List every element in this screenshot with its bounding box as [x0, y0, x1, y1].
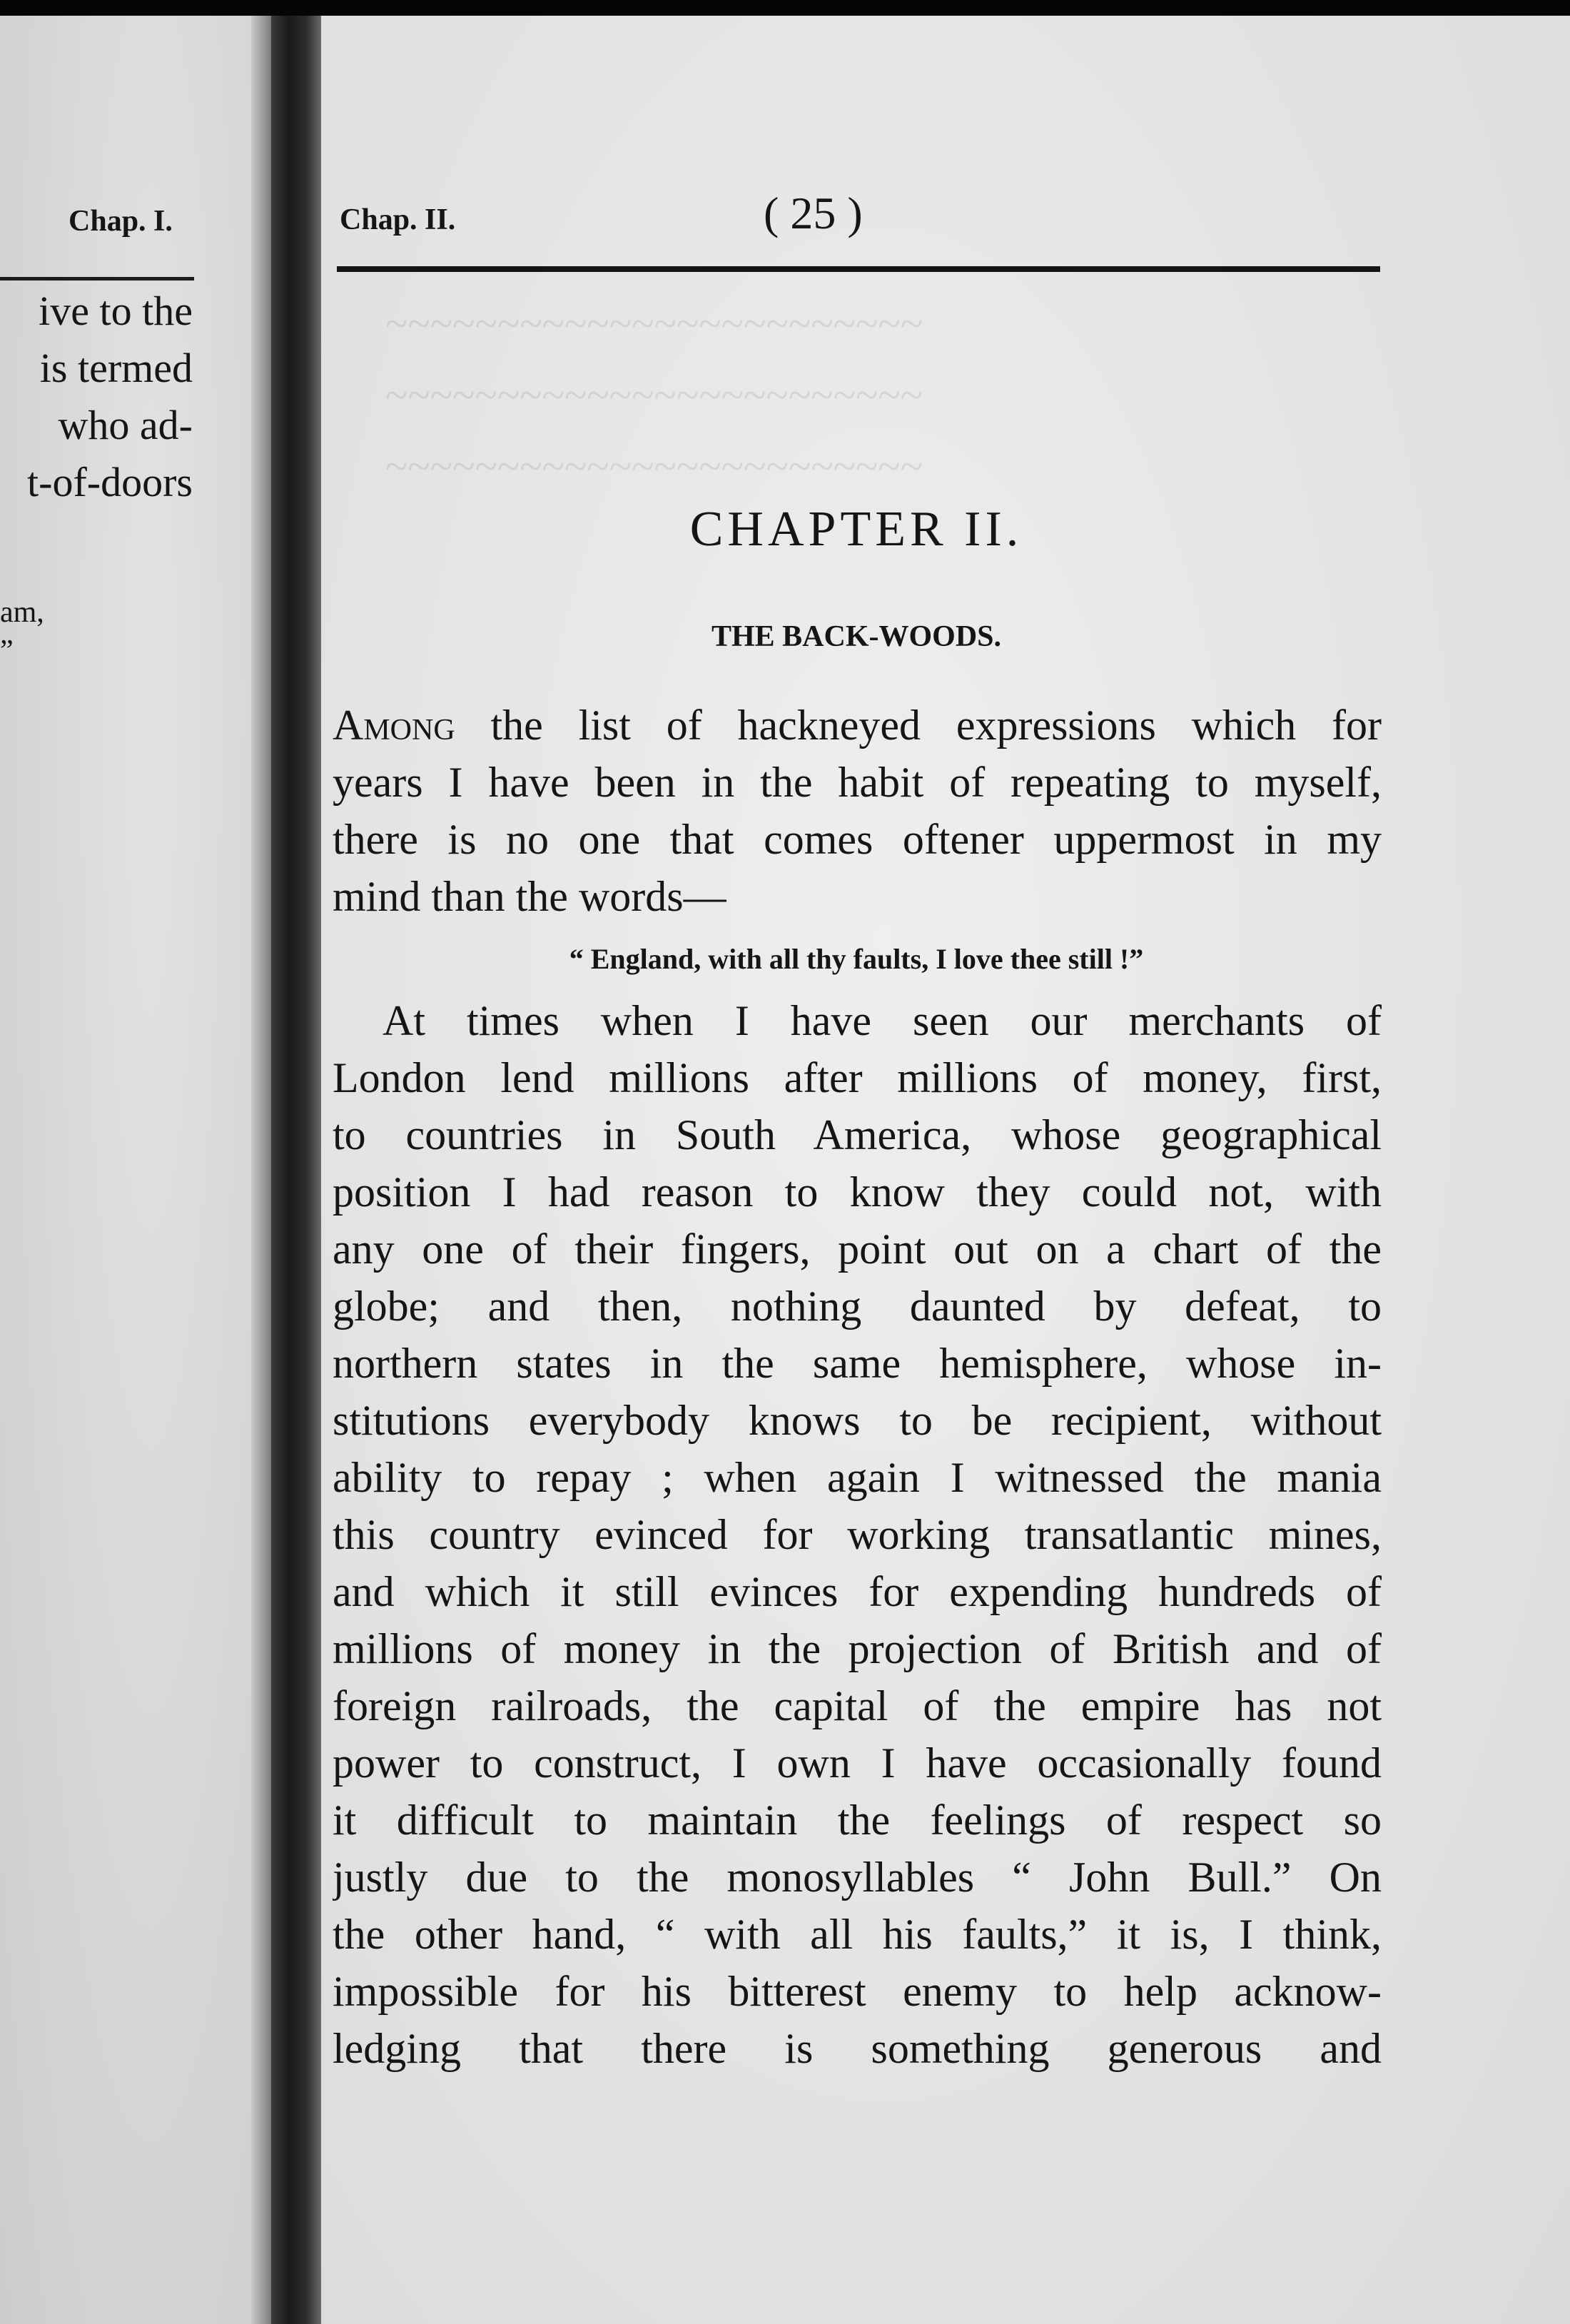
drop-word: Among — [333, 702, 455, 749]
left-page-fragment: ” — [0, 635, 14, 667]
paragraph-2 — [333, 992, 1382, 2077]
header-rule — [337, 266, 1380, 272]
epigraph-quote: “ England, with all thy faults, I love thee still !” — [569, 943, 1144, 975]
text-line: justly due to the monosyllables “ John Bull.” On — [333, 1854, 1382, 1901]
left-page-header-rule — [0, 277, 194, 281]
text-line: position I had reason to know they could not, with — [333, 1168, 1382, 1216]
text-line: it difficult to maintain the feelings of respect so — [333, 1797, 1382, 1844]
text-line: mind than the words— — [333, 873, 726, 920]
chapter-title: CHAPTER II. — [689, 502, 1023, 557]
text-line: there is no one that comes oftener uppermost in my — [333, 816, 1382, 863]
text-line: At times when I have seen our merchants of — [383, 997, 1382, 1044]
page-number: ( 25 ) — [764, 188, 863, 238]
text-line: foreign railroads, the capital of the empire has not — [333, 1682, 1382, 1729]
show-through-text: ~~~~~~~~~~~~~~~~~~~~~~~~ — [385, 372, 923, 418]
left-page-line: is termed — [39, 345, 193, 391]
left-page-line: ive to the — [39, 288, 193, 334]
text-line: years I have been in the habit of repeating to myself, — [333, 759, 1382, 806]
show-through-text: ~~~~~~~~~~~~~~~~~~~~~~~~ — [385, 443, 923, 490]
text-line: the other hand, “ with all his faults,” it is, I think, — [333, 1911, 1382, 1958]
text-line — [333, 697, 1382, 754]
text-line: stitutions everybody knows to be recipient, without — [333, 1397, 1382, 1444]
text-line: to countries in South America, whose geographical — [333, 1111, 1382, 1158]
section-title: THE BACK-WOODS. — [711, 620, 1002, 653]
text-line-rest: the list of hackneyed expressions which for — [455, 702, 1382, 749]
paragraph-1 — [333, 697, 1382, 925]
text-line: London lend millions after millions of money, first, — [333, 1054, 1382, 1101]
text-line: globe; and then, nothing daunted by defeat, to — [333, 1283, 1382, 1330]
text-line: millions of money in the projection of British and of — [333, 1625, 1382, 1672]
left-page-line: t-of-doors — [27, 459, 193, 505]
text-line: this country evinced for working transatlantic mines, — [333, 1511, 1382, 1558]
text-line: any one of their fingers, point out on a chart of the — [333, 1226, 1382, 1273]
book-spine-shadow — [271, 16, 321, 2324]
page-gutter — [251, 16, 271, 2324]
text-line: ledging that there is something generous and — [333, 2025, 1382, 2072]
left-page-running-header: Chap. I. — [69, 205, 173, 238]
left-page-line: who ad- — [58, 402, 193, 448]
text-line: northern states in the same hemisphere, whose in- — [333, 1340, 1382, 1387]
text-line: ability to repay ; when again I witnessed the mania — [333, 1454, 1382, 1501]
show-through-text: ~~~~~~~~~~~~~~~~~~~~~~~~ — [385, 300, 923, 347]
text-line: impossible for his bitterest enemy to help acknow- — [333, 1968, 1382, 2015]
left-page-fragment: am, — [0, 596, 44, 629]
text-line: power to construct, I own I have occasionally found — [333, 1739, 1382, 1787]
scan-top-border — [0, 0, 1570, 16]
text-line: and which it still evinces for expending hundreds of — [333, 1568, 1382, 1615]
running-header-chapter: Chap. II. — [340, 203, 456, 236]
